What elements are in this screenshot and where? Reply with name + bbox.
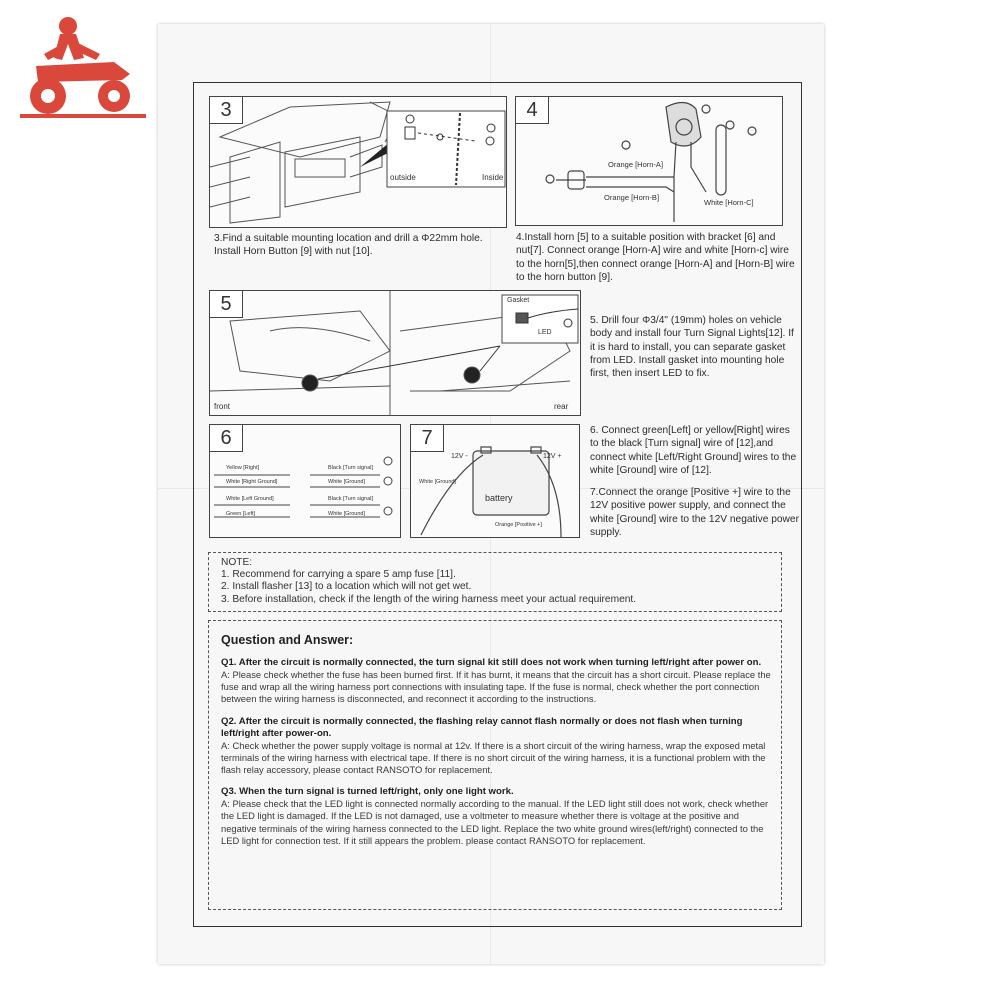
- step-7-figure: [410, 424, 580, 538]
- step-number: 4: [516, 97, 549, 124]
- step-3-figure: [209, 96, 507, 228]
- note-item: 1. Recommend for carrying a spare 5 amp fuse [11].: [221, 569, 456, 581]
- step-3-text: 3.Find a suitable mounting location and drill a Φ22mm hole. Install Horn Button [9] with nut [10].: [214, 233, 483, 258]
- step-number: 6: [210, 425, 243, 452]
- outside-label: outside: [390, 173, 416, 182]
- battery-label: battery: [485, 493, 513, 503]
- black-turn-signal-label: Black [Turn signal]: [328, 465, 374, 471]
- white-ground-label: White [Ground]: [419, 479, 456, 485]
- orange-positive-label: Orange [Positive +]: [495, 522, 542, 528]
- step-number: 7: [411, 425, 444, 452]
- horn-a-label: Orange [Horn-A]: [608, 160, 664, 169]
- step-number: 5: [210, 291, 243, 318]
- inside-label: Inside: [482, 173, 504, 182]
- step-6-figure: [209, 424, 401, 538]
- question: Q2. After the circuit is normally connected, the flashing relay cannot flash normally or does not flash when turning left/right after power-on.: [221, 715, 743, 739]
- black-turn-signal-label: Black [Turn signal]: [328, 496, 374, 502]
- qa-box: [208, 620, 782, 910]
- led-label: LED: [538, 329, 552, 336]
- white-right-ground-label: White [Right Ground]: [226, 479, 278, 485]
- note-item: 2. Install flasher [13] to a location which will not get wet.: [221, 581, 472, 593]
- step-number: 3: [210, 97, 243, 124]
- step-6-text: 6. Connect green[Left] or yellow[Right] wires to the black [Turn signal] wire of [12],and connect white [Left/Right Ground] wires to the white [Ground] wire of [12].: [590, 425, 797, 476]
- vehicle-mounting-illustration: [210, 291, 580, 415]
- white-ground-label: White [Ground]: [328, 479, 365, 485]
- white-left-ground-label: White [Left Ground]: [226, 496, 274, 502]
- yellow-right-label: Yellow [Right]: [226, 465, 260, 471]
- note-box: [208, 552, 782, 612]
- gasket-label: Gasket: [507, 297, 530, 304]
- step-4-text: 4.Install horn [5] to a suitable position with bracket [6] and nut[7]. Connect orange [Horn-A] wire and white [Horn-c] wire to the horn[5],then connect orange [Horn-A] and [Horn-B] wire to the horn button [9].: [516, 232, 795, 283]
- positive-terminal-label: 12V +: [543, 453, 562, 460]
- white-ground-label: White [Ground]: [328, 511, 365, 517]
- dashboard-illustration: [210, 97, 506, 227]
- horn-b-label: Orange [Horn-B]: [604, 193, 660, 202]
- step-5-figure: [209, 290, 581, 416]
- step-7-text: 7.Connect the orange [Positive +] wire to the 12V positive power supply, and connect the white [Ground] wire to the 12V negative power supply.: [590, 487, 799, 538]
- answer: A: Please check whether the fuse has been burned first. If it has burnt, it means that the circuit has a short circuit. Please replace the fuse and wrap all the wiring harness port connections with insulating tape. If the fuse is normal, check whether the port connection between the wiring harness is disconnected, and reconnect it according to the instructions.: [221, 669, 771, 705]
- negative-terminal-label: 12V -: [451, 453, 468, 460]
- atv-rider-icon: [18, 14, 148, 124]
- answer: A: Check whether the power supply voltage is normal at 12v. If there is a short circuit of the wiring harness, wrap the exposed metal terminals of the wiring harness with electrical tape. If there is no short circuit of the wiring harness, it is a functional problem with the flash relay accessory, please contact RANSOTO for replacement.: [221, 739, 766, 776]
- green-left-label: Green [Left]: [226, 511, 256, 517]
- step-5-text: 5. Drill four Φ3/4" (19mm) holes on vehicle body and install four Turn Signal Lights[12]. If it is hard to install, you can separate gasket from LED. Install gasket into mounting hole first, then insert LED to fix.: [590, 315, 794, 380]
- note-item: 3. Before installation, check if the length of the wiring harness meet your actual requirement.: [221, 593, 637, 605]
- question: Q1. After the circuit is normally connected, the turn signal kit still does not work when turning left/right after power on.: [221, 657, 762, 668]
- note-title: NOTE:: [221, 557, 253, 568]
- step-4-figure: [515, 96, 783, 226]
- front-label: front: [214, 402, 231, 411]
- answer: A: Please check that the LED light is connected normally according to the manual. If the LED light still does not work, check whether the LED light is damaged. If the LED is not damaged, use a voltmeter to measure whether there is voltage at the positive and negative terminals of the wiring harness connected to the LED light. Replace the two white ground wires(left/right) connected to the LED light for connection test. If it still appears the problem. please contact RANSOTO for replacement.: [221, 798, 769, 846]
- horn-c-label: White [Horn-C]: [704, 198, 754, 207]
- rear-label: rear: [554, 402, 569, 411]
- qa-title: Question and Answer:: [221, 633, 354, 647]
- question: Q3. When the turn signal is turned left/right, only one light work.: [221, 786, 514, 798]
